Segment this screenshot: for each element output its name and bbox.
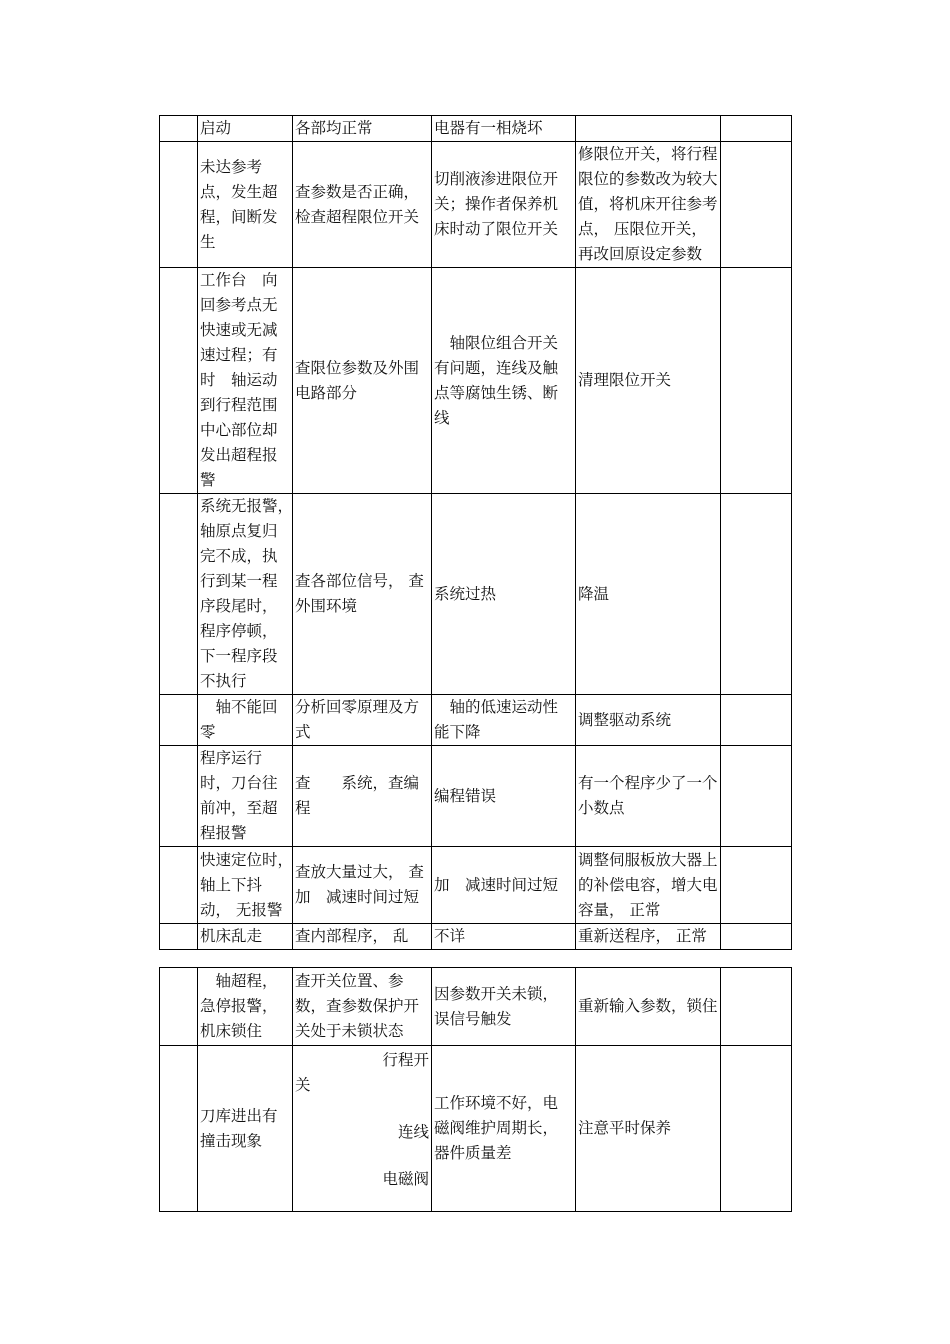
- blank-cell: [160, 116, 198, 142]
- check-line: 关: [295, 1076, 311, 1094]
- cause-cell: 切削液渗进限位开关；操作者保养机床时动了限位开关: [432, 142, 576, 268]
- cause-cell: 不详: [432, 924, 576, 950]
- table-row: [160, 494, 792, 695]
- cause-cell: 轴限位组合开关有问题，连线及触点等腐蚀生锈、断线: [432, 268, 576, 494]
- blank-cell: [160, 142, 198, 268]
- table-row: [160, 695, 792, 746]
- remedy-cell: 调整驱动系统: [576, 695, 721, 746]
- cause-cell: 工作环境不好，电磁阀维护周期长，器件质量差: [432, 1046, 576, 1212]
- blank-cell: [160, 847, 198, 924]
- table-row: [160, 116, 792, 142]
- blank-cell: [721, 142, 792, 268]
- symptom-cell: 启动: [198, 116, 293, 142]
- blank-cell: [721, 746, 792, 847]
- blank-cell: [160, 1046, 198, 1212]
- cause-cell: 因参数开关未锁，误信号触发: [432, 968, 576, 1046]
- table-row: [160, 847, 792, 924]
- cause-cell: 轴的低速运动性能下降: [432, 695, 576, 746]
- check-line: 行程开: [382, 1051, 429, 1069]
- check-cell: 查各部位信号， 查外围环境: [293, 494, 432, 695]
- symptom-cell: 系统无报警， 轴原点复归完不成，执行到某一程序段尾时，程序停顿，下一程序段不执行: [198, 494, 293, 695]
- blank-cell: [721, 924, 792, 950]
- remedy-cell: 重新输入参数，锁住: [576, 968, 721, 1046]
- remedy-cell: 清理限位开关: [576, 268, 721, 494]
- blank-cell: [160, 695, 198, 746]
- check-cell: 查限位参数及外围电路部分: [293, 268, 432, 494]
- check-cell: 查放大量过大， 查加 减速时间过短: [293, 847, 432, 924]
- table-row: [160, 924, 792, 950]
- symptom-cell: 机床乱走: [198, 924, 293, 950]
- blank-cell: [721, 968, 792, 1046]
- remedy-cell: 降温: [576, 494, 721, 695]
- fault-table-1: [159, 115, 792, 950]
- blank-cell: [160, 494, 198, 695]
- check-cell: 各部均正常: [293, 116, 432, 142]
- fault-table-2: [159, 967, 792, 1212]
- blank-cell: [160, 968, 198, 1046]
- symptom-cell: 快速定位时， 轴上下抖动， 无报警: [198, 847, 293, 924]
- check-line: 电磁阀: [382, 1170, 429, 1188]
- symptom-cell: 刀库进出有撞击现象: [198, 1046, 293, 1212]
- remedy-cell: 修限位开关，将行程限位的参数改为较大值，将机床开往参考点， 压限位开关，再改回原设定参数: [576, 142, 721, 268]
- symptom-cell: 轴超程，急停报警，机床锁住: [198, 968, 293, 1046]
- remedy-cell: [576, 116, 721, 142]
- symptom-cell: 轴不能回零: [198, 695, 293, 746]
- blank-cell: [721, 695, 792, 746]
- blank-cell: [721, 494, 792, 695]
- remedy-cell: 有一个程序少了一个小数点: [576, 746, 721, 847]
- cause-cell: 系统过热: [432, 494, 576, 695]
- blank-cell: [160, 924, 198, 950]
- symptom-cell: 工作台 向回参考点无快速或无减速过程；有时 轴运动到行程范围中心部位却发出超程报警: [198, 268, 293, 494]
- remedy-cell: 重新送程序， 正常: [576, 924, 721, 950]
- table-row: [160, 142, 792, 268]
- symptom-cell: 程序运行时，刀台往前冲，至超程报警: [198, 746, 293, 847]
- blank-cell: [721, 1046, 792, 1212]
- check-cell: 查开关位置、参数，查参数保护开关处于未锁状态: [293, 968, 432, 1046]
- table-row: [160, 268, 792, 494]
- check-cell: 查内部程序， 乱: [293, 924, 432, 950]
- check-cell: 查参数是否正确，检查超程限位开关: [293, 142, 432, 268]
- blank-cell: [721, 116, 792, 142]
- remedy-cell: 调整伺服板放大器上的补偿电容，增大电容量， 正常: [576, 847, 721, 924]
- table-row: [160, 1046, 792, 1212]
- symptom-cell: 未达参考点，发生超程，间断发生: [198, 142, 293, 268]
- blank-cell: [721, 847, 792, 924]
- blank-cell: [721, 268, 792, 494]
- cause-cell: 编程错误: [432, 746, 576, 847]
- check-cell: [293, 1046, 432, 1212]
- table-row: [160, 746, 792, 847]
- table-row: [160, 968, 792, 1046]
- cause-cell: 加 减速时间过短: [432, 847, 576, 924]
- check-cell: 查 系统，查编程: [293, 746, 432, 847]
- remedy-cell: 注意平时保养: [576, 1046, 721, 1212]
- check-line: 连线: [397, 1123, 429, 1141]
- cause-cell: 电器有一相烧坏: [432, 116, 576, 142]
- check-cell: 分析回零原理及方式: [293, 695, 432, 746]
- blank-cell: [160, 268, 198, 494]
- blank-cell: [160, 746, 198, 847]
